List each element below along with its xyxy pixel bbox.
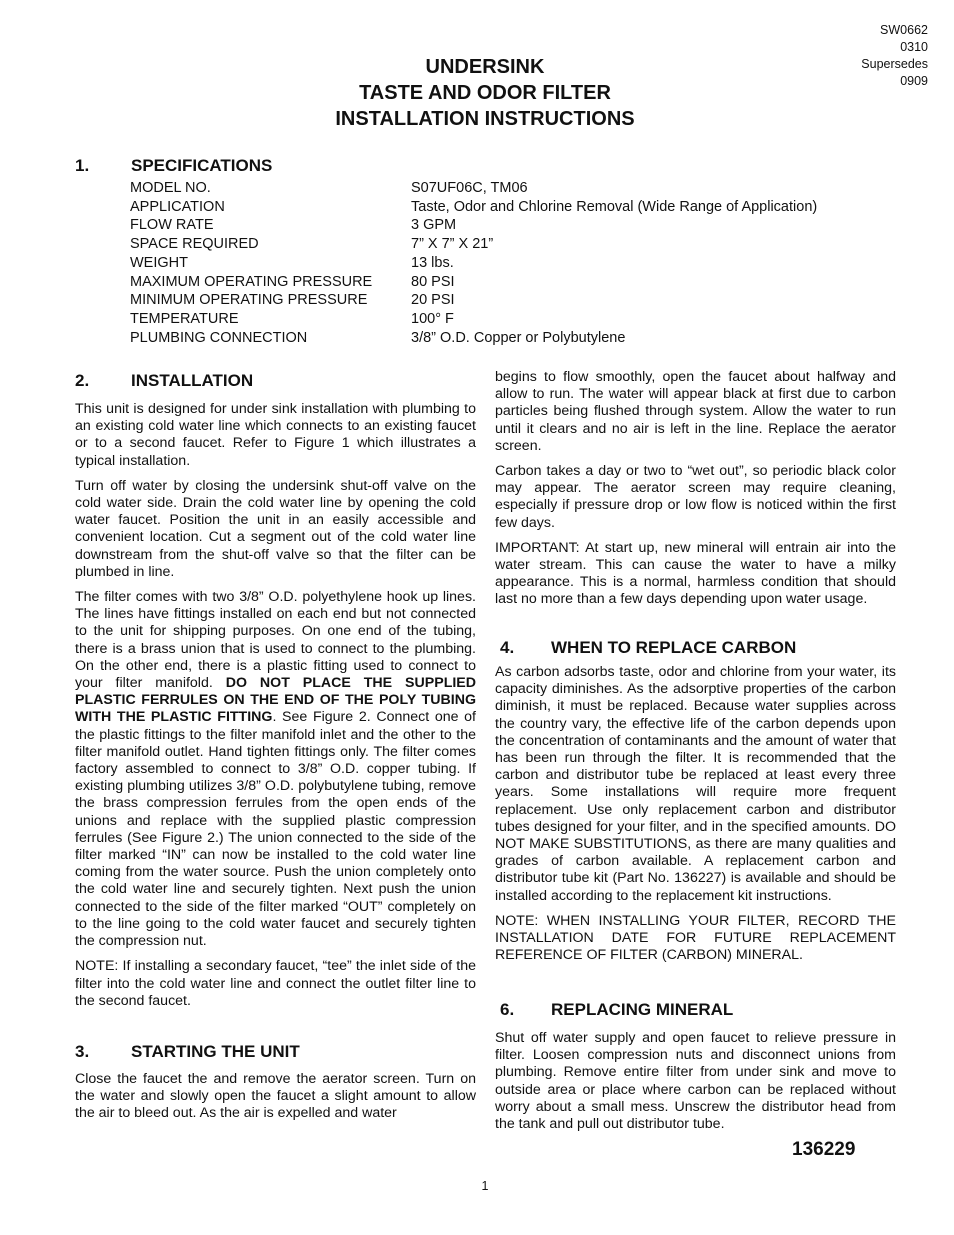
section-number: 3. bbox=[75, 1042, 90, 1061]
paragraph: begins to flow smoothly, open the faucet about halfway and allow to run. The water will appear black at first due to carbon particles being flushed through system. Allow the water to run until it clears and no air is left in the line. Replace the aerator screen. bbox=[495, 369, 896, 454]
spec-label: MINIMUM OPERATING PRESSURE bbox=[130, 292, 368, 309]
section-title: WHEN TO REPLACE CARBON bbox=[551, 638, 797, 657]
spec-label: MODEL NO. bbox=[130, 180, 211, 196]
section-title: INSTALLATION bbox=[131, 371, 254, 390]
spec-row bbox=[130, 235, 890, 254]
spec-row bbox=[130, 329, 890, 348]
paragraph: As carbon adsorbs taste, odor and chlorine from your water, its capacity diminishes. As the adsorptive properties of the carbon diminish, it must be replaced. Because water supplies across the country vary, the effective life of the carbon depends upon the concentration of contaminants and the amount of water that has been run through the filter. It is recommended that the carbon and distributor tube be replaced at least every three years. Some installations will require more frequent replacement. Use only replacement carbon and distributor tubes designed for your filter, and in the specified amounts. DO NOT MAKE SUBSTITUTIONS, as there are many qualities and grades of carbon available. A replacement carbon and distributor tube kit (Part No. 136227) is available and should be installed according to the replacement kit instructions. bbox=[495, 664, 896, 904]
spec-row bbox=[130, 310, 890, 329]
installation-body bbox=[75, 401, 476, 1018]
spec-label: MAXIMUM OPERATING PRESSURE bbox=[130, 273, 373, 290]
doc-supersedes-label: Supersedes bbox=[861, 57, 928, 71]
section-title: STARTING THE UNIT bbox=[131, 1042, 300, 1061]
spec-label: APPLICATION bbox=[130, 198, 225, 215]
doc-code: SW0662 bbox=[880, 23, 928, 37]
spec-value: 20 PSI bbox=[411, 292, 455, 309]
spec-label: SPACE REQUIRED bbox=[130, 236, 259, 253]
section-number: 4. bbox=[500, 638, 515, 657]
spec-row bbox=[130, 179, 890, 198]
section-title: REPLACING MINERAL bbox=[551, 1000, 734, 1019]
spec-row bbox=[130, 216, 890, 235]
warning-text: DO NOT PLACE THE SUPPLIED PLASTIC FERRULES ON THE END OF THE POLY TUBING WITH THE PLASTIC FITTING bbox=[75, 675, 477, 726]
spec-value: Taste, Odor and Chlorine Removal (Wide Range of Application) bbox=[411, 198, 818, 215]
title-line-3: INSTALLATION INSTRUCTIONS bbox=[335, 108, 635, 130]
paragraph: NOTE: WHEN INSTALLING YOUR FILTER, RECORD THE INSTALLATION DATE FOR FUTURE REPLACEMENT REFERENCE OF FILTER (CARBON) MINERAL. bbox=[495, 912, 896, 964]
paragraph: Close the faucet the and remove the aerator screen. Turn on the water and slowly open the faucet a slight amount to allow the air to bleed out. As the air is expelled and water bbox=[75, 1071, 476, 1122]
starting-body bbox=[75, 1071, 476, 1131]
spec-value: 7” X 7” X 21” bbox=[411, 236, 494, 253]
paragraph-text: The filter comes with two 3/8” O.D. polyethylene hook up lines. The lines have fittings installed on each end but not connected to the unit for shipping purposes. On one end of the tubing, there is a brass union that is used to connect to the plumbing. On the other end, there is a plastic fitting used to connect to your filter manifold. bbox=[75, 589, 476, 692]
section-number: 1. bbox=[75, 156, 90, 175]
section-title: SPECIFICATIONS bbox=[131, 156, 273, 175]
spec-row bbox=[130, 198, 890, 217]
spec-label: PLUMBING CONNECTION bbox=[130, 329, 308, 346]
spec-value: 13 lbs. bbox=[411, 254, 454, 271]
replace-carbon-body bbox=[495, 664, 896, 972]
paragraph: IMPORTANT: At start up, new mineral will entrain air into the water stream. This can cause the water to have a milky appearance. This is a normal, harmless condition that should last no more than a few days depending upon water usage. bbox=[495, 539, 896, 608]
section-number: 6. bbox=[500, 1000, 515, 1019]
section-number: 2. bbox=[75, 371, 90, 390]
doc-supersedes-date: 0909 bbox=[900, 74, 928, 88]
title-line-2: TASTE AND ODOR FILTER bbox=[359, 82, 611, 104]
paragraph-text: . See Figure 2. Connect one of the plastic fittings to the filter manifold inlet and the other to the filter manifold outlet. Hand tighten fittings only. The filter comes factory assembled to connect to 3/8” O.D. copper tubing. If existing plumbing utilizes 3/8” O.D. polybutylene tubing, remove the brass compression ferrules from the open ends of the unions and replace with the supplied plastic compression ferrules (See Figure 2.) The union connected to the side of the filter marked “IN” can now be installed to the cold water line coming from the water source. Push the union completely onto the cold water line and securely tighten. Next push the union connected to the side of the filter marked “OUT” completely on to the line going to the cold water faucet and securely tighten the compression nut. bbox=[75, 709, 476, 950]
paragraph: Turn off water by closing the undersink shut-off valve on the cold water side. Drain the cold water line by opening the cold water faucet. Position the unit in an easily accessible and convenient location. Cut a segment out of the cold water line downstream from the shut-off valve so that the filter can be plumbed in line. bbox=[75, 477, 476, 580]
spec-value: 3 GPM bbox=[411, 217, 457, 234]
doc-date: 0310 bbox=[900, 40, 928, 54]
page-number: 1 bbox=[481, 1179, 489, 1193]
replacing-mineral-body bbox=[495, 1030, 896, 1141]
spec-label: TEMPERATURE bbox=[130, 310, 239, 327]
spec-value: S07UF06C, TM06 bbox=[411, 180, 528, 196]
paragraph: Shut off water supply and open faucet to relieve pressure in filter. Loosen compression nuts and disconnect unions from plumbing. Remove entire filter from under sink and move to outside area or place where carbon can be replaced without worry about a small mess. Unscrew the distributor head from the tank and pull out distributor tube. bbox=[495, 1030, 896, 1133]
paragraph: NOTE: If installing a secondary faucet, “tee” the inlet side of the filter into the cold water line and connect the outlet filter line to the second faucet. bbox=[75, 958, 476, 1009]
spec-value: 3/8” O.D. Copper or Polybutylene bbox=[411, 329, 626, 346]
spec-row bbox=[130, 273, 890, 292]
title-line-1: UNDERSINK bbox=[425, 56, 545, 78]
specifications-table bbox=[130, 179, 890, 347]
spec-label: FLOW RATE bbox=[130, 217, 214, 234]
spec-value: 80 PSI bbox=[411, 273, 455, 290]
document-title bbox=[0, 54, 954, 132]
part-number: 136229 bbox=[792, 1139, 856, 1160]
paragraph bbox=[75, 589, 476, 950]
spec-row bbox=[130, 291, 890, 310]
spec-value: 100° F bbox=[411, 310, 454, 327]
paragraph: Carbon takes a day or two to “wet out”, so periodic black color may appear. The aerator screen may require cleaning, especially if pressure drop or low flow is noticed within the first few days. bbox=[495, 463, 896, 531]
spec-row bbox=[130, 254, 890, 273]
paragraph: This unit is designed for under sink installation with plumbing to an existing cold water line which connects to an existing faucet or to a second faucet. Refer to Figure 1 which illustrates a typical installation. bbox=[75, 401, 476, 469]
starting-body-continued bbox=[495, 369, 896, 617]
spec-label: WEIGHT bbox=[130, 254, 188, 271]
